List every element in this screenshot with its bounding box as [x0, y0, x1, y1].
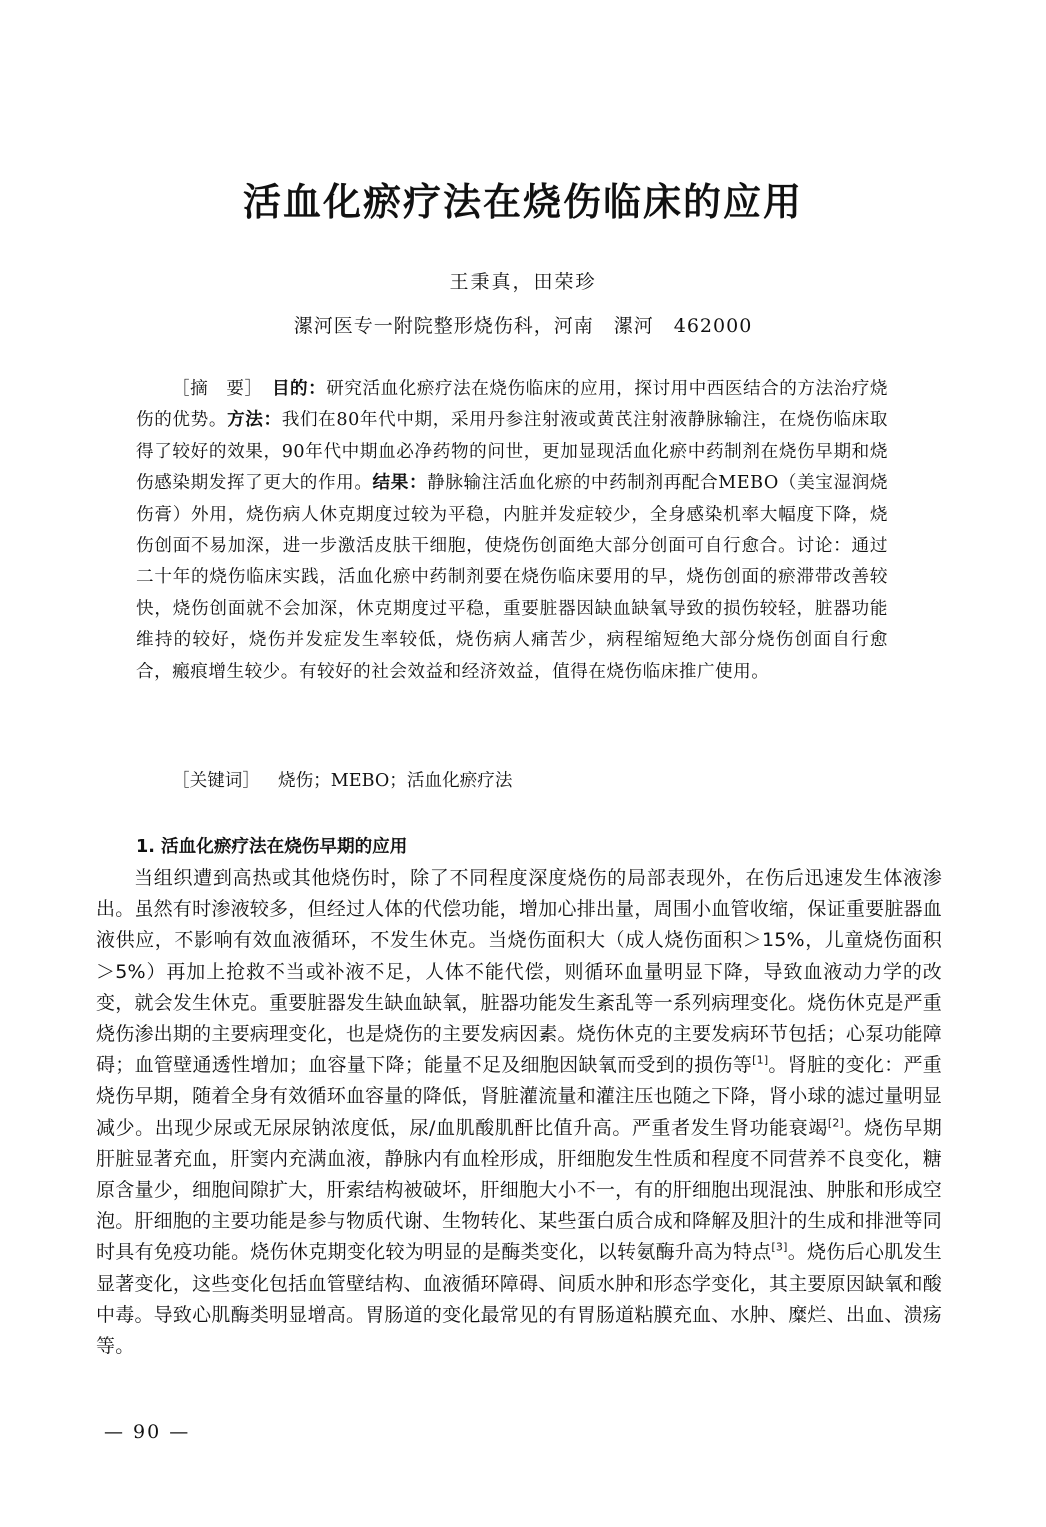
keywords: [172, 766, 512, 796]
author-list: 王秉真，田荣珍: [449, 271, 597, 293]
body-text-part-4: 。烧伤后心肌发生显著变化，这些变化包括血管壁结构、血液循环障碍、间质水肿和形态学变化，其主要原因缺氧和酸中毒。导致心肌酶类明显增高。胃肠道的变化最常见的有胃肠道粘膜充血、水肿、糜烂、出血、溃疡等。: [96, 1241, 942, 1358]
citation-1: [1]: [752, 1053, 769, 1067]
abstract-purpose: 研究活血化瘀疗法在烧伤临床的应用，探讨用中西医结合的方法治疗烧伤的优势。: [136, 379, 888, 431]
abstract-label: ［摘 要］: [172, 379, 254, 399]
affiliation-city: 漯河: [613, 315, 654, 337]
body-text-part-1: 当组织遭到高热或其他烧伤时，除了不同程度深度烧伤的局部表现外，在伤后迅速发生体液渗出。虽然有时渗液较多，但经过人体的代偿功能，增加心排出量，周围小血管收缩，保证重要脏器血液供应，不影响有效血液循环，不发生休克。当烧伤面积大（成人烧伤面积＞15%，儿童烧伤面积＞5%）再加上抢救不当或补液不足，人体不能代偿，则循环血量明显下降，导致血液动力学的改变，就会发生休克。重要脏器发生缺血缺氧，脏器功能发生紊乱等一系列病理变化。烧伤休克是严重烧伤渗出期的主要病理变化，也是烧伤的主要发病因素。烧伤休克的主要发病环节包括；心泵功能障碍；血管壁通透性增加；血容量下降；能量不足及细胞因缺氧而受到的损伤等: [96, 867, 942, 1077]
abstract: [136, 374, 888, 688]
abstract-purpose-label: 目的：: [271, 379, 327, 399]
body-paragraph: [96, 863, 942, 1362]
keywords-label: ［关键词］: [172, 771, 260, 791]
keywords-text: 烧伤；MEBO；活血化瘀疗法: [277, 771, 513, 791]
author-affiliation: [0, 312, 1046, 340]
body-text-part-2: 。肾脏的变化：严重烧伤早期，随着全身有效循环血容量的降低，肾脏灌流量和灌注压也随之下降，肾小球的滤过量明显减少。出现少尿或无尿尿钠浓度低，尿/血肌酸肌酐比值升高。严重者发生肾功能衰竭: [96, 1054, 942, 1139]
abstract-results-label: 结果：: [372, 473, 428, 494]
abstract-methods-label: 方法：: [227, 410, 282, 431]
affiliation-institution: 漯河医专一附院整形烧伤科，河南: [293, 315, 594, 337]
page-number: — 90 —: [104, 1421, 191, 1443]
abstract-methods: 我们在80年代中期，采用丹参注射液或黄芪注射液静脉输注，在烧伤临床取得了较好的效果，90年代中期血必净药物的问世，更加显现活血化瘀中药制剂在烧伤早期和烧伤感染期发挥了更大的作用。: [136, 410, 888, 494]
affiliation-postcode: 462000: [673, 315, 753, 337]
body-text-part-3: 。烧伤早期肝脏显著充血，肝窦内充满血液，静脉内有血栓形成，肝细胞发生性质和程度不同营养不良变化，糖原含量少，细胞间隙扩大，肝索结构被破坏，肝细胞大小不一，有的肝细胞出现混浊、肿胀和形成空泡。肝细胞的主要功能是参与物质代谢、生物转化、某些蛋白质合成和降解及胆汁的生成和排泄等同时具有免疫功能。烧伤休克期变化较为明显的是酶类变化，以转氨酶升高为特点: [96, 1116, 942, 1264]
body-text: [96, 863, 942, 1362]
paper-title: 活血化瘀疗法在烧伤临床的应用: [242, 180, 803, 224]
abstract-discussion-label: 讨论：: [796, 536, 852, 557]
citation-3: [3]: [771, 1241, 788, 1255]
citation-2: [2]: [827, 1116, 845, 1130]
section-heading: 1. 活血化瘀疗法在烧伤早期的应用: [136, 837, 408, 857]
abstract-results: 静脉输注活血化瘀的中药制剂再配合MEBO（美宝湿润烧伤膏）外用，烧伤病人休克期度过较为平稳，内脏并发症较少，全身感染机率大幅度下降，烧伤创面不易加深，进一步激活皮肤干细胞，使烧伤创面绝大部分创面可自行愈合。: [136, 473, 888, 557]
abstract-discussion: 通过二十年的烧伤临床实践，活血化瘀中药制剂要在烧伤临床要用的早，烧伤创面的瘀滞带改善较快，烧伤创面就不会加深，休克期度过平稳，重要脏器因缺血缺氧导致的损伤较轻，脏器功能维持的较好，烧伤并发症发生率较低，烧伤病人痛苦少，病程缩短绝大部分烧伤创面自行愈合，瘢痕增生较少。有较好的社会效益和经济效益，值得在烧伤临床推广使用。: [136, 536, 888, 682]
